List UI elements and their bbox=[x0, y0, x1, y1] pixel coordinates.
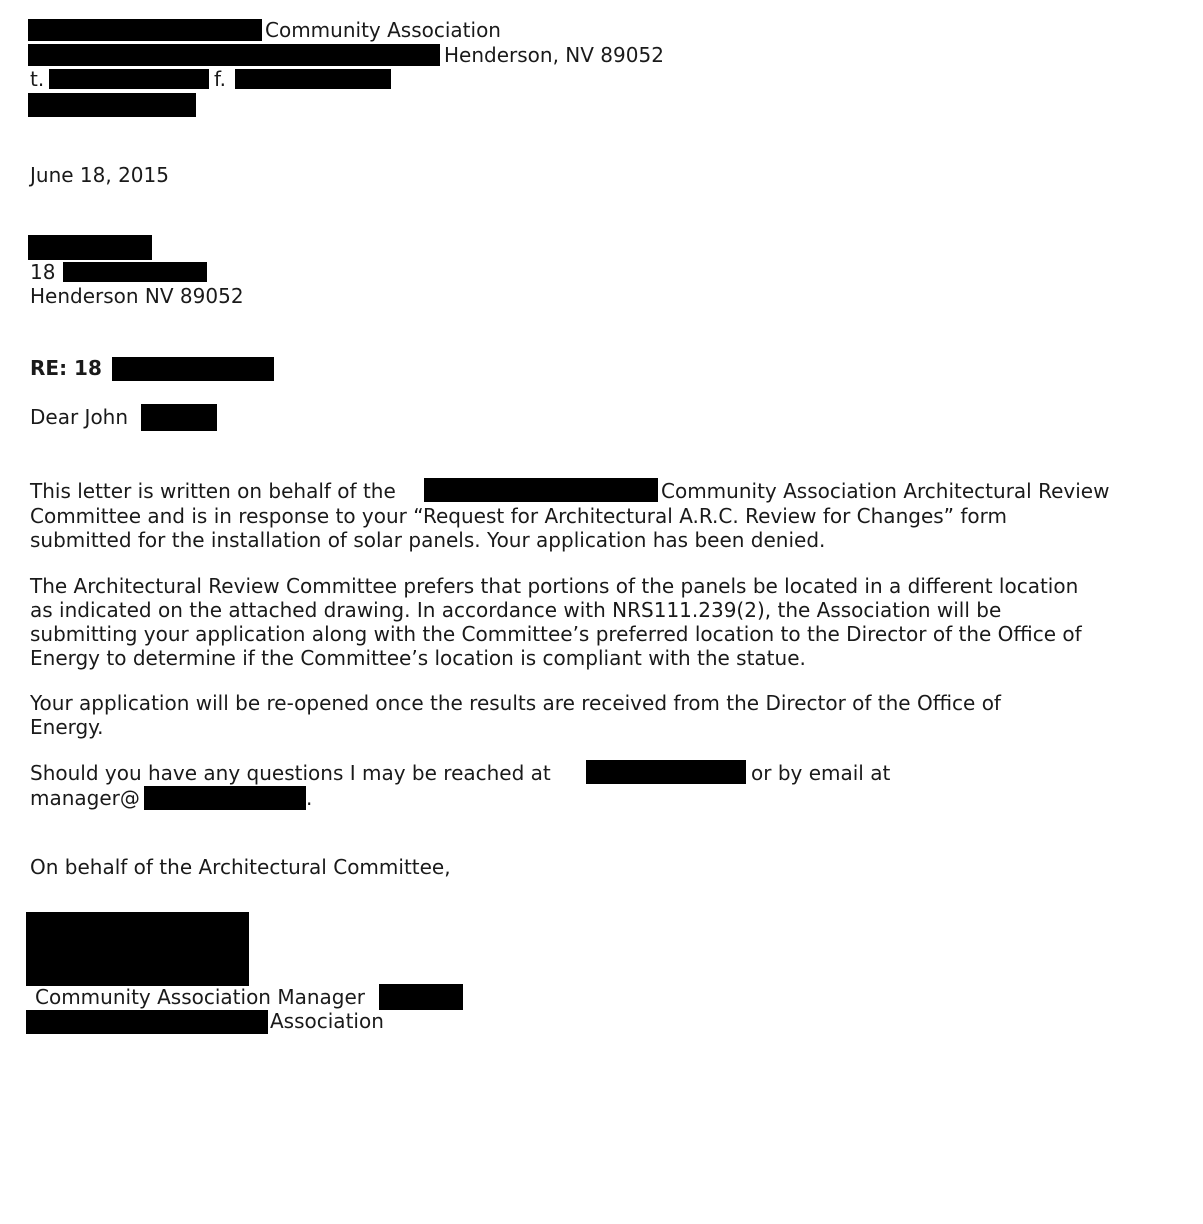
redaction-phone bbox=[49, 69, 209, 89]
recipient-street-number: 18 bbox=[30, 260, 56, 284]
redaction-recipient-name bbox=[28, 235, 152, 260]
body-p2-line4: Energy to determine if the Committee’s location is compliant with the statue. bbox=[30, 646, 806, 670]
body-p2-line2: as indicated on the attached drawing. In accordance with NRS111.239(2), the Association will be bbox=[30, 598, 1002, 622]
redaction-association-name bbox=[424, 478, 658, 502]
subject-line: RE: 18 bbox=[30, 356, 102, 380]
letterhead-city-state-zip: Henderson, NV 89052 bbox=[444, 43, 664, 67]
signature-title: Community Association Manager bbox=[35, 985, 366, 1009]
redaction-manager-phone bbox=[586, 760, 746, 784]
body-p4-email-prefix: manager@ bbox=[30, 786, 140, 810]
redaction-email-domain bbox=[144, 786, 306, 810]
letter-date: June 18, 2015 bbox=[30, 163, 169, 187]
redaction-website bbox=[28, 93, 196, 117]
salutation: Dear John bbox=[30, 405, 129, 429]
recipient-city-state-zip: Henderson NV 89052 bbox=[30, 284, 244, 308]
redaction-recipient-street bbox=[63, 262, 207, 282]
closing-line: On behalf of the Architectural Committee, bbox=[30, 855, 451, 879]
redaction-signature-association bbox=[26, 1010, 268, 1034]
redaction-signature bbox=[26, 912, 249, 986]
body-p3-line1: Your application will be re-opened once the results are received from the Director of the Office of bbox=[30, 691, 1001, 715]
body-p4-email-suffix: . bbox=[306, 786, 313, 810]
body-p2-line3: submitting your application along with the Committee’s preferred location to the Director of the Office of bbox=[30, 622, 1082, 646]
body-p1-line2: Committee and is in response to your “Request for Architectural A.R.C. Review for Changes” form bbox=[30, 504, 1008, 528]
body-p1-line1-after: Community Association Architectural Review bbox=[661, 479, 1110, 503]
letterhead-fax-prefix: f. bbox=[214, 67, 226, 91]
body-p4-line1-after: or by email at bbox=[751, 761, 891, 785]
body-p1-line3: submitted for the installation of solar panels. Your application has been denied. bbox=[30, 528, 826, 552]
redaction-org-name bbox=[28, 19, 262, 41]
body-p1-line1: This letter is written on behalf of the bbox=[30, 479, 396, 503]
signature-org-suffix: Association bbox=[270, 1009, 384, 1033]
redaction-fax bbox=[235, 69, 391, 89]
redaction-recipient-surname bbox=[141, 404, 217, 431]
redaction-street-address bbox=[28, 44, 440, 66]
body-p4-line1-before: Should you have any questions I may be reached at bbox=[30, 761, 551, 785]
redaction-subject-street bbox=[112, 357, 274, 381]
body-p2-line1: The Architectural Review Committee prefers that portions of the panels be located in a different location bbox=[30, 574, 1079, 598]
letterhead-org-suffix: Community Association bbox=[265, 18, 501, 42]
body-p3-line2: Energy. bbox=[30, 715, 104, 739]
letterhead-phone-prefix: t. bbox=[30, 67, 45, 91]
redaction-manager-name bbox=[379, 984, 463, 1010]
